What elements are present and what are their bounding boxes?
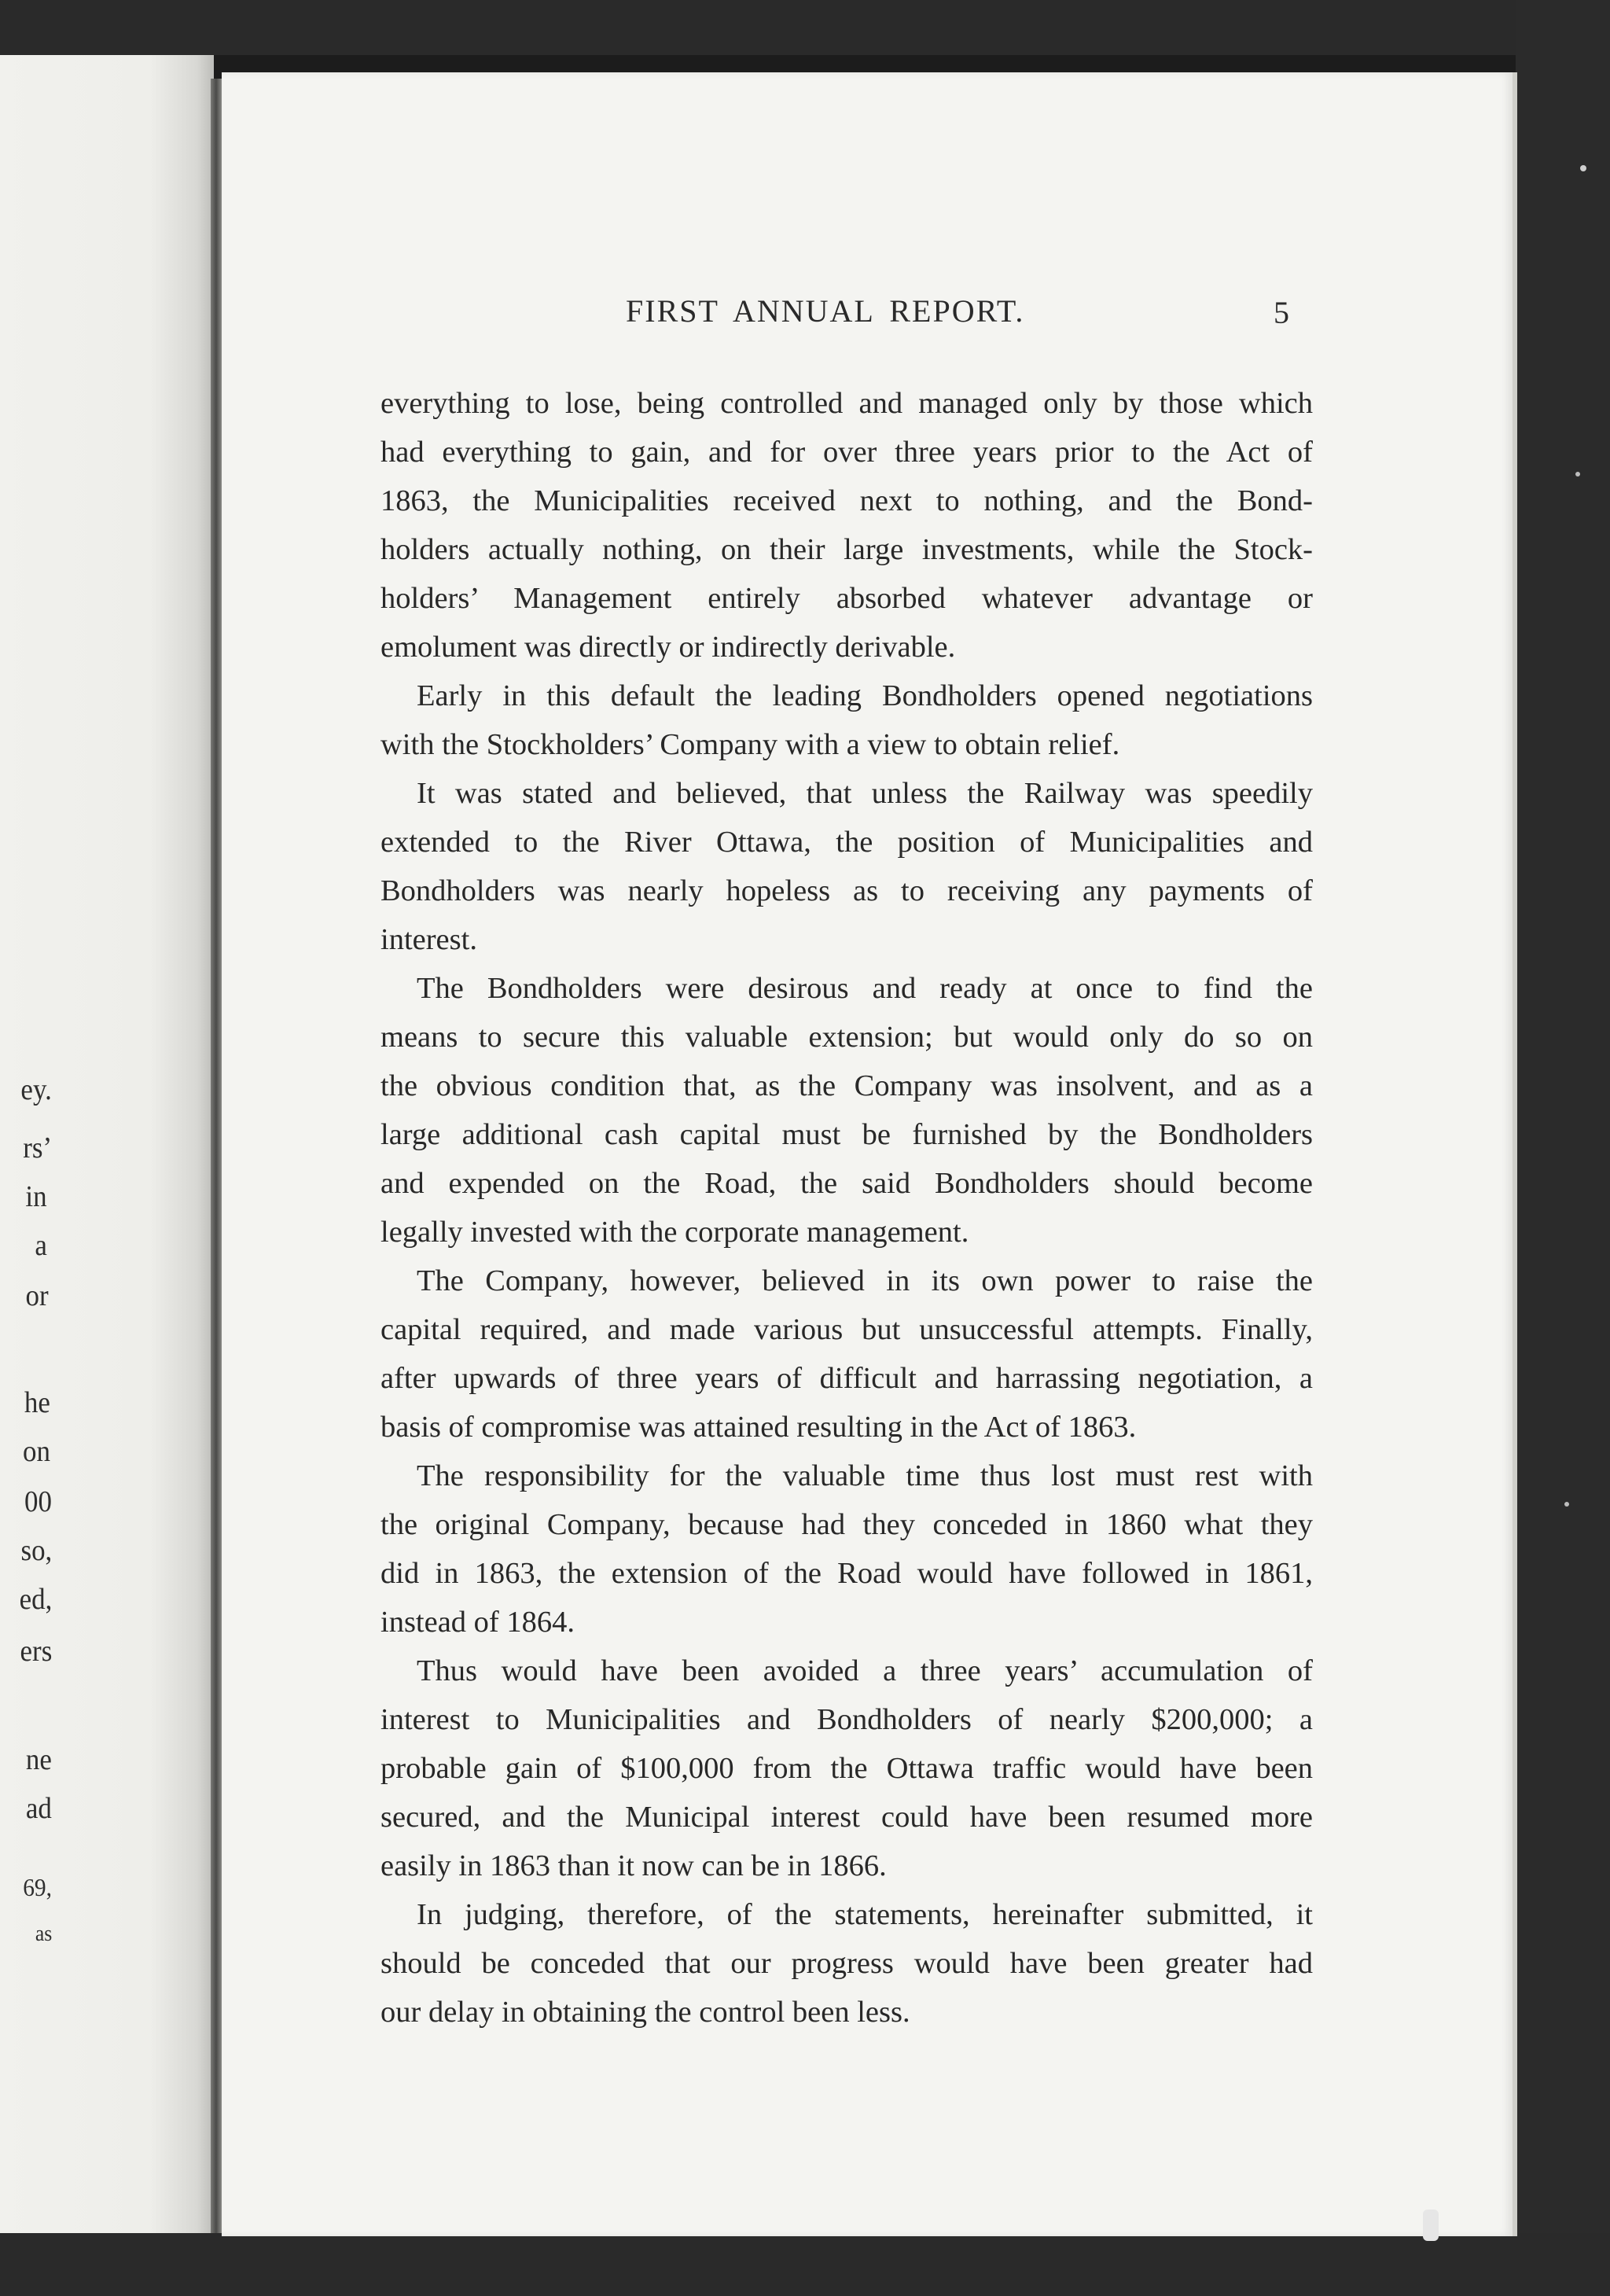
left-page-fragment: he bbox=[24, 1386, 50, 1419]
scan-speck bbox=[1580, 165, 1586, 171]
running-head: FIRST ANNUAL REPORT. bbox=[626, 293, 1025, 329]
text-line: Early in this default the leading Bondholders opened negotiations bbox=[417, 679, 1313, 712]
text-line: easily in 1863 than it now can be in 1866. bbox=[380, 1849, 887, 1882]
left-page-fragment: rs’ bbox=[23, 1131, 52, 1165]
text-line: large additional cash capital must be furnished by the Bondholders bbox=[380, 1118, 1313, 1151]
text-line: probable gain of $100,000 from the Ottawa traffic would have been bbox=[380, 1752, 1313, 1785]
text-line: after upwards of three years of difficult and harrassing negotiation, a bbox=[380, 1362, 1313, 1395]
text-line: should be conceded that our progress would have been greater had bbox=[380, 1947, 1313, 1980]
text-line: extended to the River Ottawa, the position of Municipalities and bbox=[380, 826, 1313, 859]
text-line: 1863, the Municipalities received next to nothing, and the Bond- bbox=[380, 484, 1313, 517]
body-text bbox=[380, 379, 1313, 2037]
book-gutter bbox=[211, 79, 222, 2233]
left-page-fragment: a bbox=[35, 1229, 47, 1262]
text-line: In judging, therefore, of the statements, hereinafter submitted, it bbox=[417, 1898, 1313, 1931]
left-page-fragment: as bbox=[35, 1922, 52, 1946]
scan-background-top bbox=[0, 0, 1610, 55]
left-page-fragment: or bbox=[25, 1279, 49, 1312]
text-line: holders’ Management entirely absorbed whatever advantage or bbox=[380, 582, 1313, 615]
text-line: The Bondholders were desirous and ready at once to find the bbox=[417, 972, 1313, 1005]
scan-background-right bbox=[1516, 0, 1610, 2296]
scan-speck bbox=[1423, 2210, 1439, 2241]
left-page-fragment: ed, bbox=[19, 1583, 52, 1616]
scan-speck bbox=[1564, 1502, 1569, 1507]
text-line: with the Stockholders’ Company with a view to obtain relief. bbox=[380, 728, 1120, 761]
text-line: did in 1863, the extension of the Road would have followed in 1861, bbox=[380, 1557, 1313, 1590]
text-line: holders actually nothing, on their large investments, while the Stock- bbox=[380, 533, 1313, 566]
left-page-fragment: 69, bbox=[23, 1873, 52, 1901]
page-number: 5 bbox=[1274, 295, 1289, 330]
left-page-fragment: in bbox=[25, 1180, 47, 1213]
text-line: Bondholders was nearly hopeless as to receiving any payments of bbox=[380, 874, 1313, 907]
text-line: interest to Municipalities and Bondholders of nearly $200,000; a bbox=[380, 1703, 1313, 1736]
left-page-fragment: on bbox=[23, 1435, 50, 1468]
text-line: The responsibility for the valuable time thus lost must rest with bbox=[417, 1459, 1313, 1492]
text-line: Thus would have been avoided a three years’ accumulation of bbox=[417, 1654, 1313, 1687]
left-page-fragment: ey. bbox=[20, 1073, 52, 1106]
text-line: emolument was directly or indirectly derivable. bbox=[380, 631, 956, 664]
text-line: our delay in obtaining the control been less. bbox=[380, 1996, 910, 2029]
scan-speck bbox=[1575, 472, 1580, 476]
scan-background-bottom bbox=[0, 2233, 1610, 2296]
previous-page-edge bbox=[0, 55, 214, 2233]
text-line: basis of compromise was attained resulting in the Act of 1863. bbox=[380, 1411, 1137, 1444]
text-line: The Company, however, believed in its own power to raise the bbox=[417, 1264, 1313, 1297]
text-line: legally invested with the corporate management. bbox=[380, 1216, 969, 1249]
left-page-fragment: ers bbox=[20, 1635, 52, 1668]
text-line: instead of 1864. bbox=[380, 1606, 575, 1639]
text-line: means to secure this valuable extension; but would only do so on bbox=[380, 1021, 1313, 1054]
left-page-fragment: 00 bbox=[24, 1485, 52, 1518]
left-page-fragment: ne bbox=[25, 1743, 52, 1776]
text-line: had everything to gain, and for over three years prior to the Act of bbox=[380, 436, 1313, 469]
text-line: and expended on the Road, the said Bondholders should become bbox=[380, 1167, 1313, 1200]
text-line: interest. bbox=[380, 923, 477, 956]
left-page-fragment: ad bbox=[25, 1792, 52, 1825]
text-line: secured, and the Municipal interest could have been resumed more bbox=[380, 1801, 1313, 1834]
text-line: everything to lose, being controlled and managed only by those which bbox=[380, 387, 1313, 420]
text-line: It was stated and believed, that unless the Railway was speedily bbox=[417, 777, 1313, 810]
text-line: the original Company, because had they conceded in 1860 what they bbox=[380, 1508, 1313, 1541]
page-edge bbox=[1513, 72, 1517, 2236]
text-line: capital required, and made various but unsuccessful attempts. Finally, bbox=[380, 1313, 1313, 1346]
text-line: the obvious condition that, as the Company was insolvent, and as a bbox=[380, 1069, 1313, 1102]
left-page-fragment: so, bbox=[20, 1534, 52, 1567]
